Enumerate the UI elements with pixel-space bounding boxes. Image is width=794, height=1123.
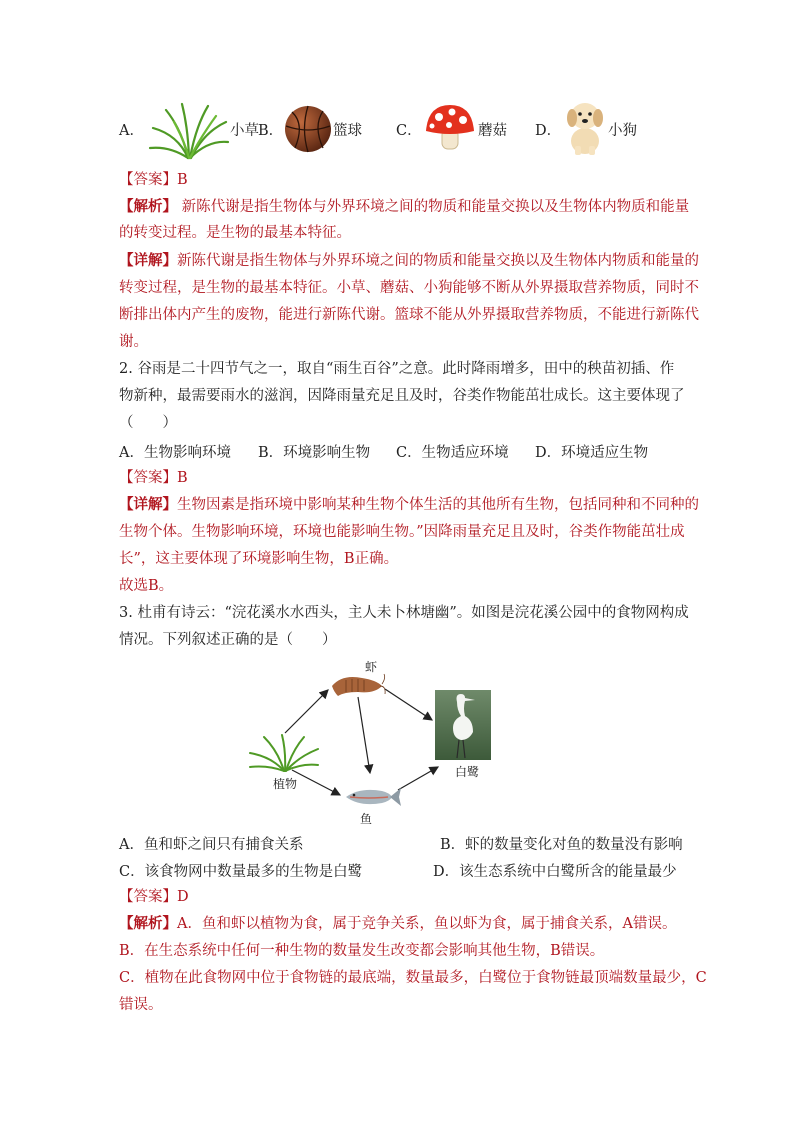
q1-analysis-line-2: 的转变过程。是生物的最基本特征。	[119, 225, 351, 241]
answer-value: D	[177, 889, 189, 905]
q1-detail-line-1	[119, 251, 699, 271]
q2-stem-line-1: 2. 谷雨是二十四节气之一，取自“雨生百谷”之意。此时降雨增多，田中的秧苗初插、作	[119, 361, 675, 377]
fish-icon	[344, 785, 402, 809]
q1-option-b-letter: B．	[258, 123, 284, 139]
analysis-text: A．鱼和虾以植物为食，属于竞争关系，鱼以虾为食，属于捕食关系，A错误。	[177, 916, 677, 932]
q2-detail-line-3: 长”，这主要体现了环境影响生物，B正确。	[119, 551, 399, 567]
arrow-fish-to-egret	[398, 767, 438, 790]
answer-value: B	[177, 172, 188, 188]
answer-value: B	[177, 470, 188, 486]
fish-label: 鱼	[360, 812, 373, 826]
egret-icon	[435, 690, 491, 760]
detail-text: 生物因素是指环境中影响某种生物个体生活的其他所有生物，包括同种和不同种的	[177, 497, 699, 513]
mushroom-icon	[424, 103, 476, 153]
q3-option-b: B．虾的数量变化对鱼的数量没有影响	[440, 837, 683, 853]
q1-detail-line-4: 谢。	[119, 334, 148, 350]
analysis-text: 新陈代谢是指生物体与外界环境之间的物质和能量交换以及生物体内物质和能量	[177, 199, 690, 215]
answer-tag: 【答案】	[119, 889, 177, 905]
q2-option-d: D．环境适应生物	[535, 445, 649, 461]
detail-text: 新陈代谢是指生物体与外界环境之间的物质和能量交换以及生物体内物质和能量的	[177, 253, 699, 269]
q3-analysis-line-4: 错误。	[119, 997, 163, 1013]
answer-tag: 【答案】	[119, 470, 177, 486]
arrow-plant-to-fish	[292, 770, 340, 795]
detail-tag: 【详解】	[119, 252, 177, 269]
egret-photo	[435, 690, 491, 760]
q1-detail-line-2: 转变过程，是生物的最基本特征。小草、蘑菇、小狗能够不断从外界摄取营养物质，同时不	[119, 280, 699, 296]
basketball-icon	[283, 104, 333, 154]
arrow-shrimp-to-fish	[358, 697, 370, 773]
q3-stem-line-1: 3. 杜甫有诗云：“浣花溪水水西头，主人未卜林塘幽”。如图是浣花溪公园中的食物网构成	[119, 605, 689, 621]
q3-option-d: D．该生态系统中白鹭所含的能量最少	[433, 864, 677, 880]
arrow-plant-to-shrimp	[285, 690, 328, 733]
q2-option-c: C．生物适应环境	[396, 445, 509, 461]
q3-option-a: A．鱼和虾之间只有捕食关系	[119, 837, 304, 853]
q1-option-c-text: 蘑菇	[478, 123, 507, 139]
q1-option-d-letter: D．	[535, 123, 562, 139]
q2-answer	[119, 468, 188, 488]
q2-detail-line-4: 故选B。	[119, 578, 174, 594]
q2-stem-line-2: 物新种，最需要雨水的滋润，因降雨量充足且及时，谷类作物能茁壮成长。这主要体现了	[119, 388, 685, 404]
q1-option-a-text: 小草	[230, 123, 259, 139]
q2-option-a: A．生物影响环境	[119, 445, 231, 461]
shrimp-icon	[328, 672, 386, 698]
plant-label: 植物	[273, 777, 298, 791]
answer-tag: 【答案】	[119, 172, 177, 188]
q3-analysis-line-1	[119, 914, 676, 934]
q3-answer	[119, 887, 189, 907]
q3-option-c: C．该食物网中数量最多的生物是白鹭	[119, 864, 363, 880]
shrimp-label: 虾	[365, 660, 378, 674]
q1-option-d-text: 小狗	[608, 123, 637, 139]
q3-stem-line-2: 情况。下列叙述正确的是（ ）	[119, 632, 337, 648]
q3-analysis-line-2: B．在生态系统中任何一种生物的数量发生改变都会影响其他生物，B错误。	[119, 943, 605, 959]
puppy-icon	[562, 96, 608, 156]
q1-detail-line-3: 断排出体内产生的废物，能进行新陈代谢。篮球不能从外界摄取营养物质，不能进行新陈代	[119, 307, 699, 323]
q2-stem-line-3: （ ）	[119, 415, 177, 431]
q1-option-a-letter: A．	[119, 123, 144, 139]
egret-label: 白鹭	[455, 765, 480, 779]
q2-option-b: B．环境影响生物	[258, 445, 371, 461]
food-web-diagram	[240, 655, 500, 825]
q2-detail-line-2: 生物个体。生物影响环境，环境也能影响生物。”因降雨量充足且及时，谷类作物能茁壮成	[119, 524, 685, 540]
q3-analysis-line-3: C．植物在此食物网中位于食物链的最底端，数量最多，白鹭位于食物链最顶端数量最少，C	[119, 970, 707, 986]
q1-analysis-line-1	[119, 197, 689, 217]
arrow-shrimp-to-egret	[385, 689, 432, 720]
grass-icon	[148, 100, 230, 162]
analysis-tag: 【解析】	[119, 198, 177, 215]
detail-tag: 【详解】	[119, 496, 177, 513]
plant-icon	[248, 733, 320, 773]
q1-option-b-text: 篮球	[333, 123, 362, 139]
q1-option-c-letter: C．	[396, 123, 422, 139]
q1-answer	[119, 170, 188, 190]
q2-detail-line-1	[119, 495, 699, 515]
analysis-tag: 【解析】	[119, 915, 177, 932]
